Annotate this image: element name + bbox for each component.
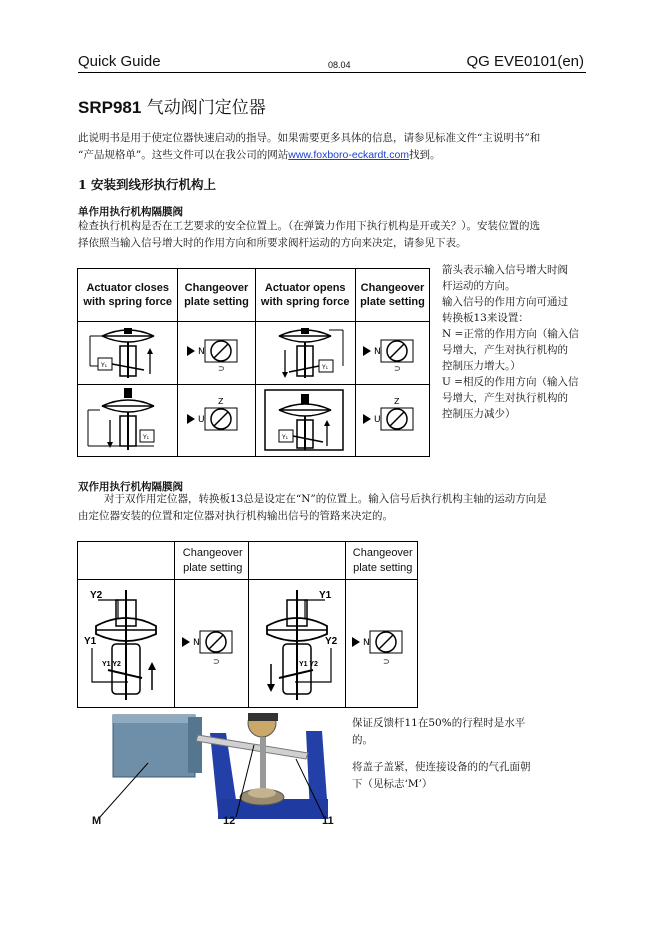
plate-setting-N-1 [178, 322, 255, 385]
photo-label-m: M [92, 815, 102, 827]
header-date: 08.04 [328, 60, 351, 70]
diagram-double-right [248, 580, 345, 708]
double-acting-line-1: 对于双作用定位器，转换板13总是设定在“N”的位置上。输入信号后执行机构主轴的运动方向是 [104, 493, 547, 505]
diagram-opens-direct [255, 322, 355, 385]
single-acting-text [78, 218, 588, 252]
single-acting-heading: 单作用执行机构隔膜阀 [78, 206, 183, 218]
header-actuator-opens: Actuator opens with spring force [255, 269, 355, 322]
svg-text:⊃: ⊃ [394, 364, 402, 373]
header-actuator-closes: Actuator closes with spring force [78, 269, 178, 322]
double-acting-heading: 双作用执行机构隔膜阀 [78, 481, 183, 493]
plate-letter: N [198, 347, 206, 357]
single-acting-table [77, 268, 430, 457]
plate-letter: N [374, 347, 382, 357]
single-acting-line-2: 择依照当输入信号增大时的作用方向和所要求阀杆运动的方向来决定，请参见下表。 [78, 237, 467, 249]
diagram-label: Y₁ [282, 433, 289, 441]
positioner-photo [78, 713, 348, 833]
plate-letter: U [374, 414, 382, 425]
plate-letter: N [193, 637, 200, 648]
diagram-label-y1y2: Y1 Y2 [298, 660, 318, 668]
plate-setting-U-2 [355, 385, 429, 457]
intro-line-2: “产品规格单”。这些文件可以在我公司的网站www.foxboro-eckardt.com找到。 [78, 149, 441, 161]
plate-letter: U [198, 414, 206, 425]
header-left: Quick Guide [78, 53, 161, 70]
page-title [78, 93, 266, 118]
diagram-label: Y₁ [142, 433, 149, 441]
single-acting-line-1: 检查执行机构是否在工艺要求的安全位置上。（在弹簧力作用下执行机构是开或关？）。安装位置的选 [78, 220, 540, 232]
diagram-label-y1: Y1 [318, 589, 331, 601]
diagram-label-y2: Y2 [324, 635, 337, 647]
diagram-closes-direct [78, 322, 178, 385]
svg-text:⊃: ⊃ [218, 364, 226, 373]
website-link[interactable]: www.foxboro-eckardt.com [288, 149, 410, 161]
diagram-label: Y₁ [322, 364, 329, 371]
header-changeover-1: Changeover plate setting [178, 269, 255, 322]
intro-line-1: 此说明书是用于使定位器快速启动的指导。如果需要更多具体的信息，请参见标准文件“主说明书”和 [78, 132, 541, 144]
header-changeover-2: Changeover plate setting [355, 269, 429, 322]
svg-text:⊃: ⊃ [213, 656, 220, 666]
plate-setting-double-N-2 [345, 580, 418, 708]
diagram-label-y1: Y1 [84, 635, 97, 647]
photo-label-11: 11 [322, 815, 334, 827]
header-changeover-double-2: Changeover plate setting [345, 542, 418, 580]
side-note: 箭头表示输入信号增大时阀 杆运动的方向。 输入信号的作用方向可通过 转换板13来设置： N =正常的作用方向（输入信 号增大，产生对执行机构的 控制压力增大。） U =相反的作用方向（输入信 号增大，产生对执行机构的 控制压力减少） [442, 264, 579, 420]
diagram-double-left [78, 580, 175, 708]
double-acting-text [78, 491, 588, 525]
title-text: 气动阀门定位器 [141, 98, 266, 118]
diagram-label-y2: Y2 [90, 589, 103, 601]
plate-setting-double-N-1 [175, 580, 249, 708]
svg-text:Z: Z [394, 396, 400, 406]
header-rule [78, 72, 586, 73]
note-lever-line-2: 的。 [352, 734, 373, 746]
photo-label-12: 12 [223, 815, 236, 827]
double-acting-table [77, 541, 418, 708]
intro-paragraph [78, 130, 588, 164]
section-1-title: 1 安装到线形执行机构上 [78, 177, 217, 192]
note-cover-line-2: 下（见标志‘M’） [352, 778, 433, 790]
note-lever-line-1: 保证反馈杆11在50%的行程时是水平 [352, 717, 526, 729]
svg-text:Z: Z [218, 396, 224, 406]
header-doc-id: QG EVE0101(en) [466, 53, 584, 70]
diagram-label: Y₁ [100, 362, 107, 369]
plate-letter: N [363, 637, 370, 648]
note-cover-line-1: 将盖子盖紧，使连接设备的的气孔面朝 [352, 761, 531, 773]
svg-text:⊃: ⊃ [383, 656, 390, 666]
header-changeover-double-1: Changeover plate setting [175, 542, 249, 580]
title-model: SRP981 [78, 98, 142, 117]
bottom-note [352, 715, 552, 793]
plate-setting-N-2 [355, 322, 429, 385]
diagram-opens-reverse [255, 385, 355, 457]
diagram-label-y1y2: Y1 Y2 [102, 660, 121, 668]
diagram-closes-reverse [78, 385, 178, 457]
plate-setting-U-1 [178, 385, 255, 457]
double-acting-line-2: 由定位器安装的位置和定位器对执行机构输出信号的管路来决定的。 [78, 510, 393, 522]
